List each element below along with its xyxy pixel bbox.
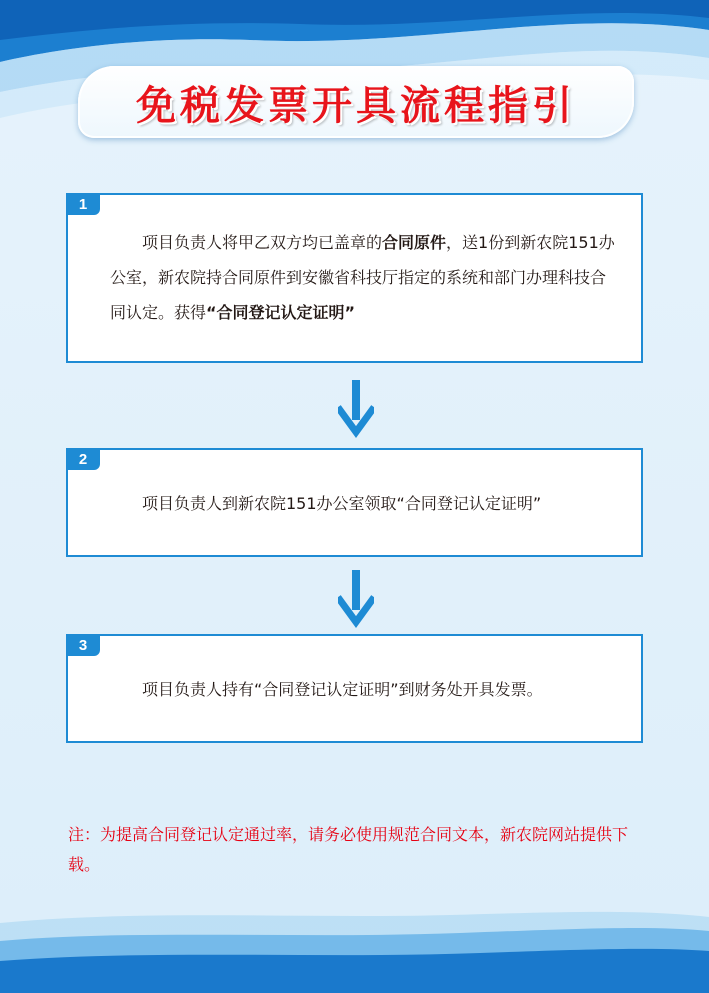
step-1-text xyxy=(110,225,621,330)
step-2-number: 2 xyxy=(66,448,100,470)
step-1-box xyxy=(66,193,643,363)
step-1-text-certificate: “合同登记认定证明” xyxy=(206,303,356,322)
footnote: 注：为提高合同登记认定通过率，请务必使用规范合同文本，新农院网站提供下载。 xyxy=(68,825,629,874)
step-1-text-a: 项目负责人将甲乙双方均已盖章的 xyxy=(142,233,383,252)
step-3-box xyxy=(66,634,643,743)
step-3-number: 3 xyxy=(66,634,100,656)
arrow-down-icon xyxy=(338,380,374,438)
arrow-down-icon xyxy=(338,570,374,628)
step-1-text-c: ，送1份到新农院151办公室，新农院持合同原件到安徽省科技厅指定的系统和部门办理科技合同认定。获得 xyxy=(110,233,615,322)
step-2-box xyxy=(66,448,643,557)
step-1-number: 1 xyxy=(66,193,100,215)
step-2-text: 项目负责人到新农院151办公室领取“合同登记认定证明” xyxy=(142,494,542,513)
step-3-text: 项目负责人持有“合同登记认定证明”到财务处开具发票。 xyxy=(142,680,543,699)
page-title: 免税发票开具流程指引 xyxy=(136,82,576,129)
bottom-wave-decoration xyxy=(0,903,709,993)
title-banner xyxy=(78,66,634,138)
step-1-text-contract: 合同原件 xyxy=(382,233,447,252)
